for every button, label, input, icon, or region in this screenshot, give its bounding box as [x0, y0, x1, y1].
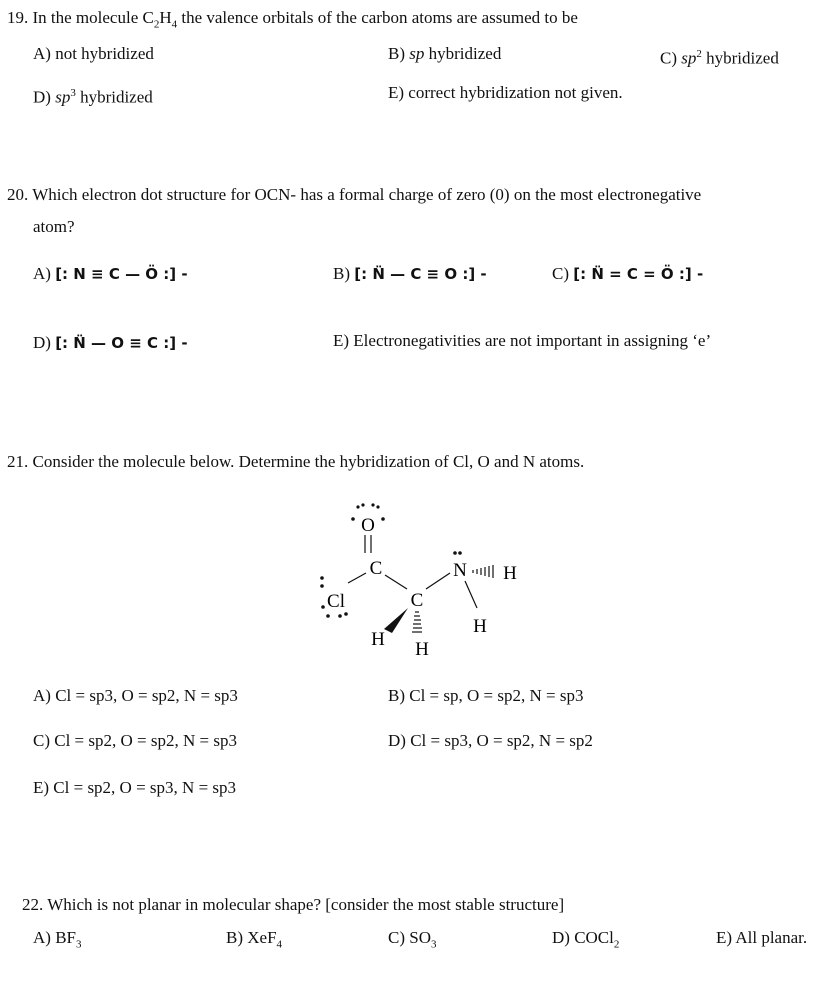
q22-option-e: E) All planar.	[716, 928, 808, 947]
q21-option-d: D) Cl = sp3, O = sp2, N = sp2	[388, 731, 593, 750]
q20-option-e: E) Electronegativities are not important in assigning ‘e’	[333, 331, 712, 350]
atom-o: O	[361, 515, 375, 536]
q21-option-e: E) Cl = sp2, O = sp3, N = sp3	[33, 778, 237, 797]
q19-option-a: A) not hybridized	[33, 44, 154, 63]
atom-h-n2: H	[473, 616, 487, 637]
atom-c2: C	[410, 590, 424, 611]
atom-c1: C	[369, 558, 383, 579]
solid-wedge-ch	[384, 608, 408, 633]
lewis-structure-a: [: N ≡ C — Ö :] -	[55, 265, 188, 283]
hashed-wedge-ch	[412, 612, 422, 632]
lewis-structure-c: [: N̈ = C = Ö :] -	[573, 265, 704, 283]
q21-stem: 21. Consider the molecule below. Determine the hybridization of Cl, O and N atoms.	[7, 452, 585, 471]
q19-option-d: D) $sp^3$ hybridized	[33, 87, 153, 107]
q20-option-d: D) [: N̈ — O ≡ C :] -	[33, 333, 188, 352]
atom-h-c1: H	[371, 629, 385, 650]
q19-option-c: C) $sp^2$ hybridized	[660, 48, 779, 68]
atom-h-n1: H	[503, 563, 517, 584]
q19-option-b: B) sp hybridized	[388, 44, 502, 63]
atom-cl: Cl	[327, 591, 345, 612]
atom-h-c2: H	[415, 639, 429, 660]
q20-stem-line1: 20. Which electron dot structure for OCN- has a formal charge of zero (0) on the most electronegative	[7, 185, 702, 204]
q22-option-c: C) $SO_3$	[388, 928, 437, 951]
atom-n: N	[453, 560, 467, 581]
q22-option-a: A) $BF_3$	[33, 928, 82, 951]
q22-option-d: D) COCl$_2$	[552, 928, 620, 951]
molecule-diagram	[300, 495, 540, 665]
q22-stem: 22. Which is not planar in molecular shape? [consider the most stable structure]	[22, 895, 565, 914]
q21-option-b: B) Cl = sp, O = sp2, N = sp3	[388, 686, 584, 705]
q21-option-a: A) Cl = sp3, O = sp2, N = sp3	[33, 686, 238, 705]
hashed-wedge-nh	[473, 565, 493, 578]
q19-option-e: E) correct hybridization not given.	[388, 83, 623, 102]
lewis-structure-d: [: N̈ — O ≡ C :] -	[55, 334, 188, 352]
q22-option-b: B) XeF$_4$	[226, 928, 283, 951]
q20-option-b: B) [: N̈ — C ≡ O :] -	[333, 264, 487, 283]
q20-option-a: A) [: N ≡ C — Ö :] -	[33, 264, 188, 283]
q20-stem-line2: atom?	[33, 217, 75, 236]
lewis-structure-b: [: N̈ — C ≡ O :] -	[354, 265, 487, 283]
q20-option-c: C) [: N̈ = C = Ö :] -	[552, 264, 704, 283]
q21-option-c: C) Cl = sp2, O = sp2, N = sp3	[33, 731, 237, 750]
q19-stem: 19. In the molecule $C_2H_4$ the valence orbitals of the carbon atoms are assumed to be	[7, 8, 578, 31]
